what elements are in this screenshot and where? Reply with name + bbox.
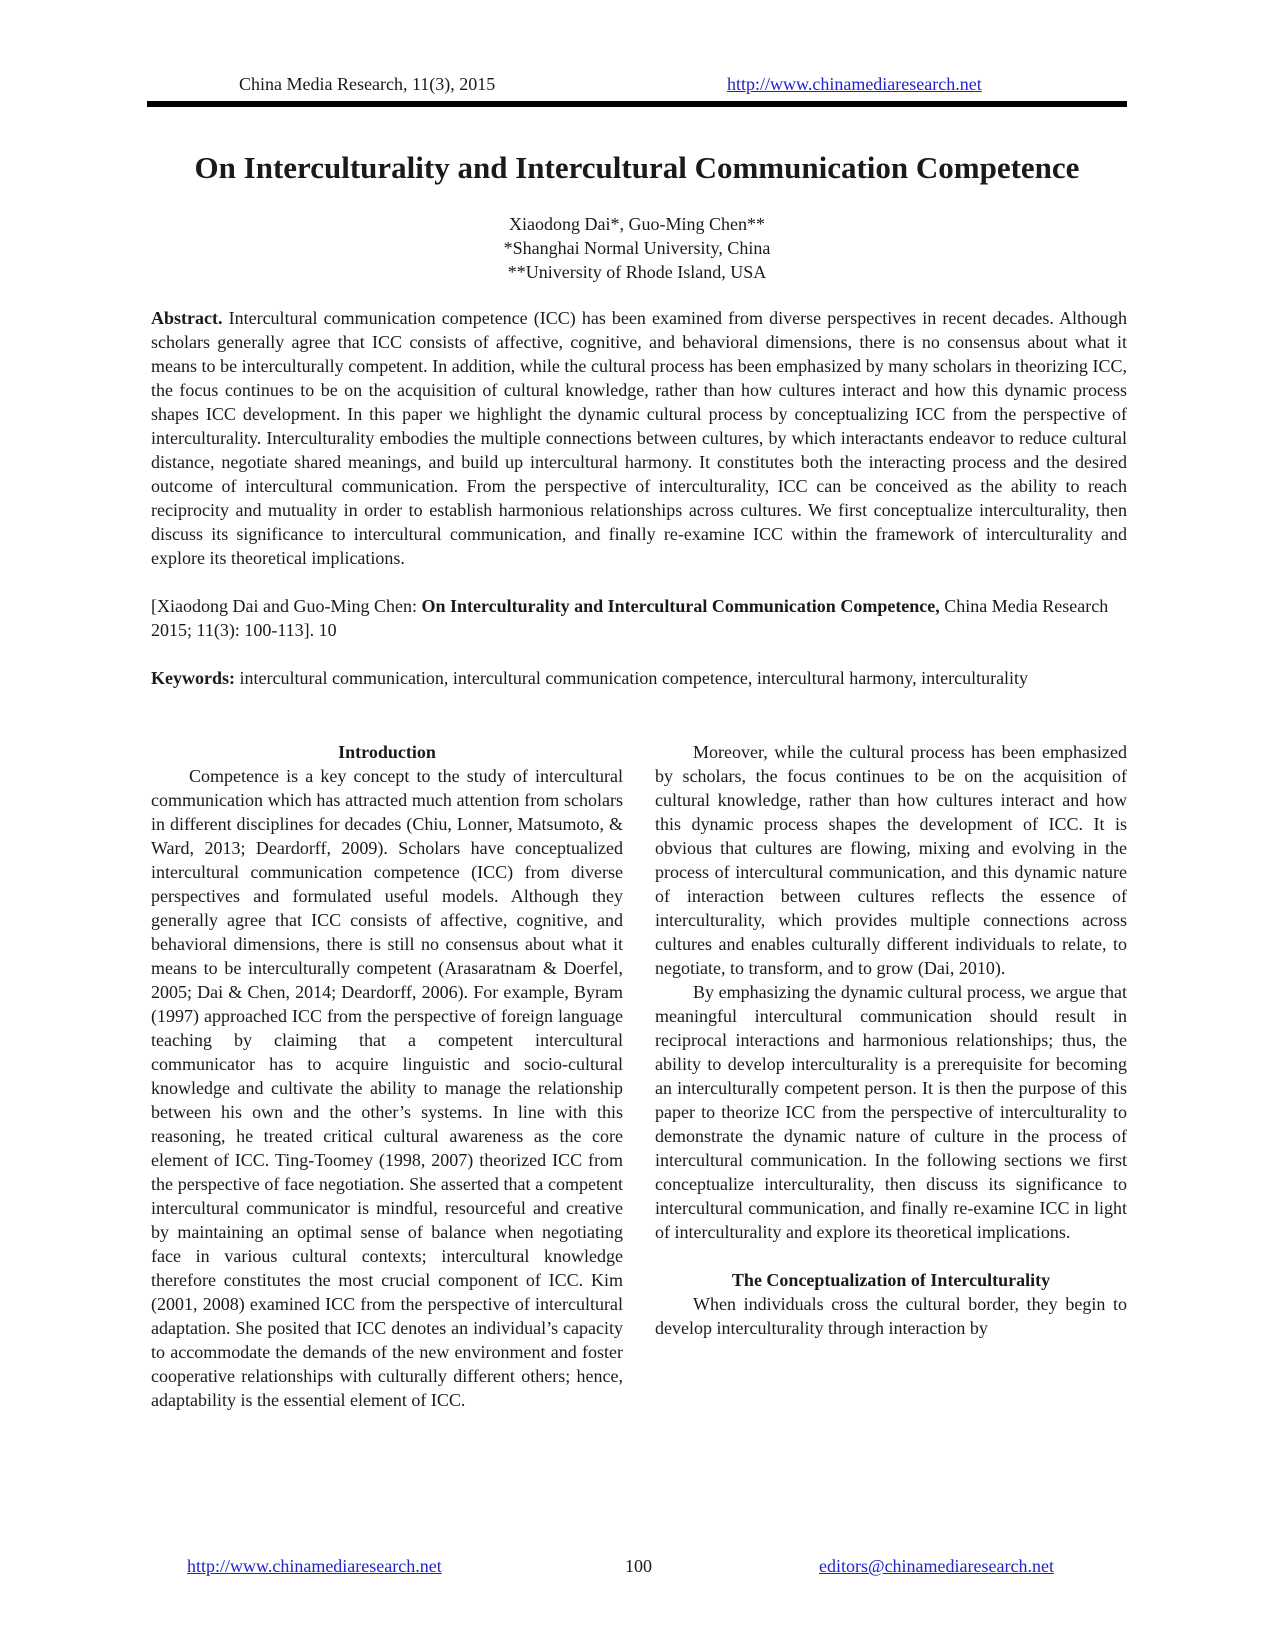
affiliation-2: **University of Rhode Island, USA xyxy=(507,262,767,282)
citation-suffix: China Media Research 2015; 11(3): 100-113]. 10 xyxy=(151,596,1109,640)
journal-citation: China Media Research, 11(3), 2015 xyxy=(239,74,496,94)
keywords xyxy=(151,666,1127,690)
keywords-label: Keywords: xyxy=(151,668,235,688)
paper-title: On Interculturality and Intercultural Communication Competence xyxy=(194,150,1080,185)
section-heading-conceptualization: The Conceptualization of Interculturality xyxy=(731,1270,1051,1290)
journal-url-link[interactable]: http://www.chinamediaresearch.net xyxy=(727,74,982,94)
author-block xyxy=(147,212,1127,284)
intro-paragraph-2: Moreover, while the cultural process has been emphasized by scholars, the focus continues to be on the acquisition of cultural knowledge, rather than how cultures interact and how this dynamic process shapes the development of ICC. It is obvious that cultures are flowing, mixing and evolving in the process of intercultural communication, and this dynamic nature of interaction between cultures reflects the essence of interculturality, which provides multiple connections across cultures and enables culturally different individuals to relate, to negotiate, to transform, and to grow (Dai, 2010). xyxy=(655,742,1127,978)
running-header xyxy=(147,74,1127,100)
keywords-text: intercultural communication, intercultural communication competence, intercultural harmony, interculturality xyxy=(239,668,1029,688)
section-heading-introduction: Introduction xyxy=(338,742,436,762)
abstract xyxy=(151,306,1127,570)
author-names: Xiaodong Dai*, Guo-Ming Chen** xyxy=(509,214,765,234)
intro-paragraph-1: Competence is a key concept to the study of intercultural communication which has attracted much attention from scholars in different disciplines for decades (Chiu, Lonner, Matsumoto, & Ward, 2013; Deardorff, 2009). Scholars have conceptualized intercultural communication competence (ICC) from diverse perspectives and formulated useful models. Although they generally agree that ICC consists of affective, cognitive, and behavioral dimensions, there is still no consensus about what it means to be interculturally competent (Arasaratnam & Doerfel, 2005; Dai & Chen, 2014; Deardorff, 2006). For example, Byram (1997) approached ICC from the perspective of foreign language teaching by claiming that a competent intercultural communicator has to acquire linguistic and socio-cultural knowledge and cultivate the ability to manage the relationship between his own and the other’s systems. In line with this reasoning, he treated critical cultural awareness as the core element of ICC. Ting-Toomey (1998, 2007) theorized ICC from the perspective of face negotiation. She asserted that a competent intercultural communicator is mindful, resourceful and creative by maintaining an optimal sense of balance when negotiating face in various cultural contexts; intercultural knowledge therefore constitutes the most crucial component of ICC. Kim (2001, 2008) examined ICC from the perspective of intercultural adaptation. She posited that ICC denotes an individual’s capacity to accommodate the demands of the new environment and foster cooperative relationships with culturally different others; hence, adaptability is the essential element of ICC. xyxy=(151,766,623,1410)
section-gap xyxy=(655,1244,1127,1268)
intro-paragraph-3: By emphasizing the dynamic cultural process, we argue that meaningful intercultural communication should result in reciprocal interactions and harmonious relationships; thus, the ability to develop interculturality is a prerequisite for becoming an interculturally competent person. It is then the purpose of this paper to theorize ICC from the perspective of interculturality to demonstrate the dynamic nature of culture in the process of intercultural communication. In the following sections we first conceptualize interculturality, then discuss its significance to intercultural communication, and finally re-examine ICC in light of interculturality and explore its theoretical implications. xyxy=(655,982,1127,1242)
footer-email-link[interactable]: editors@chinamediaresearch.net xyxy=(819,1556,1054,1576)
affiliation-1: *Shanghai Normal University, China xyxy=(503,238,771,258)
footer-url-link[interactable]: http://www.chinamediaresearch.net xyxy=(187,1556,442,1576)
abstract-text: Intercultural communication competence (ICC) has been examined from diverse perspectives in recent decades. Although scholars generally agree that ICC consists of affective, cognitive, and behavioral dimensions, there is no consensus about what it means to be interculturally competent. In addition, while the cultural process has been emphasized by many scholars in theorizing ICC, the focus continues to be on the acquisition of cultural knowledge, rather than how cultures interact and how this dynamic process shapes ICC development. In this paper we highlight the dynamic cultural process by conceptualizing ICC from the perspective of interculturality. Interculturality embodies the multiple connections between cultures, by which interactants endeavor to reduce cultural distance, negotiate shared meanings, and build up intercultural harmony. It constitutes both the interacting process and the desired outcome of intercultural communication. From the perspective of interculturality, ICC can be conceived as the ability to reach reciprocity and mutuality in order to establish harmonious relationships across cultures. We first conceptualize interculturality, then discuss its significance to intercultural communication, and finally re-examine ICC within the framework of interculturality and explore its theoretical implications. xyxy=(151,308,1128,568)
page-footer xyxy=(147,1556,1127,1580)
page-number: 100 xyxy=(625,1556,652,1576)
citation-prefix: [Xiaodong Dai and Guo-Ming Chen: xyxy=(151,596,422,616)
left-column xyxy=(151,740,623,1412)
concept-paragraph-1: When individuals cross the cultural border, they begin to develop interculturality through interaction by xyxy=(655,1294,1127,1338)
header-rule xyxy=(147,101,1127,107)
citation-title: On Interculturality and Intercultural Communication Competence, xyxy=(421,596,940,616)
citation xyxy=(151,594,1127,642)
right-column xyxy=(655,740,1127,1340)
abstract-label: Abstract. xyxy=(151,308,223,328)
